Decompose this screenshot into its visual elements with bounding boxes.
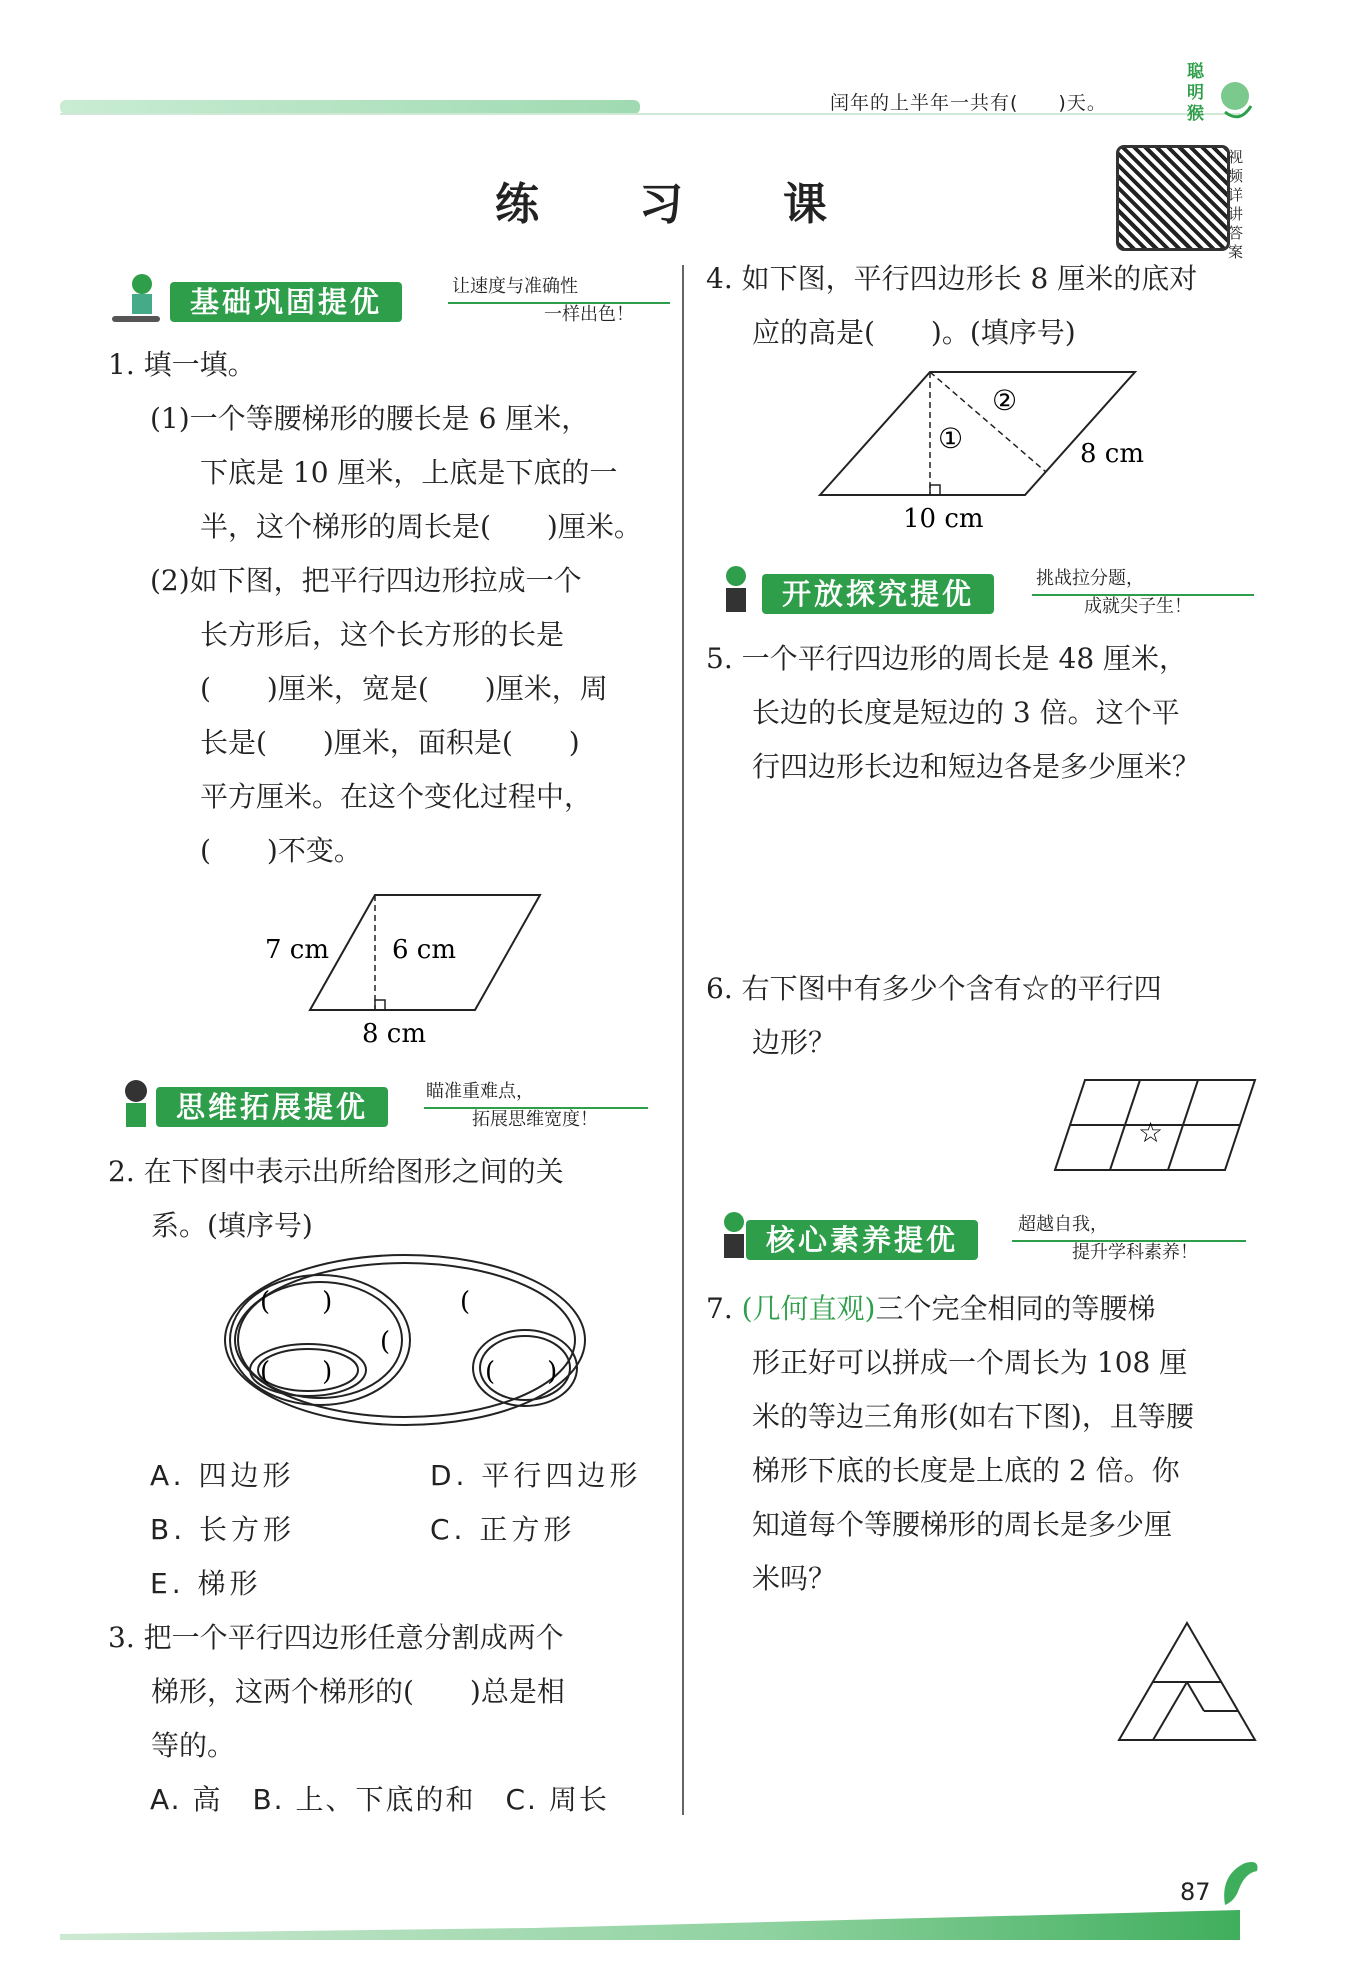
section-header-core (706, 1208, 1256, 1268)
q2-blank: ( (380, 1327, 391, 1357)
q4-line: 4. 如下图，平行四边形长 8 厘米的底对 (706, 262, 1198, 295)
q7-line: 梯形下底的长度是上底的 2 倍。你 (752, 1454, 1180, 1487)
section-tag-2: 拓展思维宽度！ (472, 1109, 598, 1130)
section-label: 开放探究提优 (762, 574, 994, 614)
q1-part2 (150, 554, 608, 878)
q4-line: 应的高是( )。(填序号) (752, 316, 1076, 349)
q7-line: 形正好可以拼成一个周长为 108 厘 (752, 1346, 1188, 1379)
mascot-logo (1185, 62, 1255, 128)
q1-p1-line: 下底是 10 厘米，上底是下底的一 (200, 456, 618, 489)
q7-first-line (706, 1282, 1194, 1336)
q7-triangle-figure (1115, 1620, 1260, 1745)
q6-star-icon: ☆ (1138, 1116, 1164, 1149)
q2-text (108, 1145, 564, 1253)
q2-option: B. 长方形 (150, 1513, 296, 1546)
q1-p2-line: 长方形后，这个长方形的长是 (200, 618, 565, 651)
section-tag-1: 挑战拉分题， (1036, 568, 1144, 589)
section-label: 思维拓展提优 (156, 1087, 388, 1127)
q5-line: 长边的长度是短边的 3 倍。这个平 (752, 696, 1180, 729)
page-title: 练 习 课 (495, 179, 855, 230)
q6-text (706, 962, 1162, 1070)
q6-line: 边形？ (752, 1026, 837, 1059)
q2-option: C. 正方形 (430, 1513, 576, 1546)
q7-line: 知道每个等腰梯形的周长是多少厘 (752, 1508, 1173, 1541)
q5-line: 行四边形长边和短边各是多少厘米？ (752, 750, 1201, 783)
q1-part1 (150, 392, 642, 554)
section-header-basic (108, 270, 668, 330)
q2-option: D. 平行四边形 (430, 1459, 642, 1492)
q1-p1-line: 半，这个梯形的周长是( )厘米。 (200, 510, 642, 543)
section-header-thinking (108, 1075, 668, 1135)
section-tag-2: 提升学科素养！ (1072, 1242, 1198, 1263)
section-label: 核心素养提优 (746, 1220, 978, 1260)
q5-text (706, 632, 1200, 794)
q4-label-height2: ② (992, 384, 1018, 417)
qr-label: 视频详讲答案 (1228, 148, 1244, 261)
section-tag-1: 瞄准重难点， (426, 1081, 534, 1102)
q5-line: 5. 一个平行四边形的周长是 48 厘米， (706, 642, 1188, 675)
q1-p2-line: 平方厘米。在这个变化过程中， (200, 780, 593, 813)
q7-first: 三个完全相同的等腰梯 (875, 1292, 1156, 1325)
q1-fig-base: 8 cm (362, 1019, 427, 1049)
q1-p2-line: ( )不变。 (200, 834, 362, 867)
q1-p2-line: 长是( )厘米，面积是( ) (200, 726, 580, 759)
q2-line: 2. 在下图中表示出所给图形之间的关 (108, 1155, 564, 1188)
q4-parallelogram-figure (810, 360, 1160, 540)
q1-p2-line: ( )厘米，宽是( )厘米，周 (200, 672, 608, 705)
q2-option: A. 四边形 (150, 1459, 295, 1492)
q4-fig-base: 10 cm (903, 504, 984, 534)
dolphin-icon (1215, 1855, 1265, 1915)
section-tag-1: 超越自我， (1018, 1214, 1108, 1235)
header-stripe (60, 100, 640, 114)
q4-label-height1: ① (938, 422, 964, 455)
q4-text (706, 252, 1197, 360)
section-tag-1: 让速度与准确性 (452, 276, 578, 297)
q6-grid-figure (1050, 1075, 1265, 1175)
q7-text (706, 1282, 1194, 1606)
section-label: 基础巩固提优 (170, 282, 402, 322)
q3-line: 3. 把一个平行四边形任意分割成两个 (108, 1621, 564, 1654)
q1-fig-side: 7 cm (265, 935, 330, 965)
mascot-text: 聪明猴 (1187, 62, 1204, 124)
mascot-skater-icon (108, 270, 166, 330)
section-tag-2: 成就尖子生！ (1084, 596, 1192, 617)
q3-line: 梯形，这两个梯形的( )总是相 (151, 1675, 565, 1708)
q6-line: 6. 右下图中有多少个含有☆的平行四 (706, 972, 1162, 1005)
q2-blank: ( ) (260, 1287, 333, 1317)
q7-line: 米的等边三角形(如右下图)，且等腰 (752, 1400, 1194, 1433)
mascot-climber-icon (706, 562, 764, 622)
q7-tag: (几何直观) (741, 1292, 876, 1325)
q3-options: A. 高 B. 上、下底的和 C. 周长 (150, 1783, 609, 1816)
q2-line: 系。(填序号) (151, 1209, 313, 1242)
q4-fig-side: 8 cm (1080, 439, 1145, 469)
q2-blank: ( ) (485, 1357, 558, 1387)
q1-head: 1. 填一填。 (108, 348, 256, 381)
section-header-explore (706, 562, 1256, 622)
header-tip: 闰年的上半年一共有( )天。 (830, 92, 1107, 114)
q2-blank: ( ) (260, 1357, 333, 1387)
q2-option: E. 梯形 (150, 1567, 262, 1600)
column-divider (682, 265, 684, 1815)
q3-line: 等的。 (151, 1729, 236, 1762)
q1-parallelogram-figure (250, 880, 570, 1050)
footer-stripe (60, 1910, 1240, 1940)
q7-num: 7. (706, 1292, 733, 1325)
page-number: 87 (1180, 1878, 1211, 1906)
q3-text (108, 1611, 565, 1773)
q2-venn-diagram (220, 1250, 590, 1430)
qr-code[interactable] (1116, 145, 1230, 251)
q1-fig-height: 6 cm (392, 935, 457, 965)
q1-p2-line: (2)如下图，把平行四边形拉成一个 (150, 564, 582, 597)
q7-line: 米吗？ (752, 1562, 837, 1595)
q1-p1-line: (1)一个等腰梯形的腰长是 6 厘米， (150, 402, 590, 435)
q2-blank: ( (460, 1287, 471, 1317)
section-tag-2: 一样出色！ (544, 304, 634, 325)
